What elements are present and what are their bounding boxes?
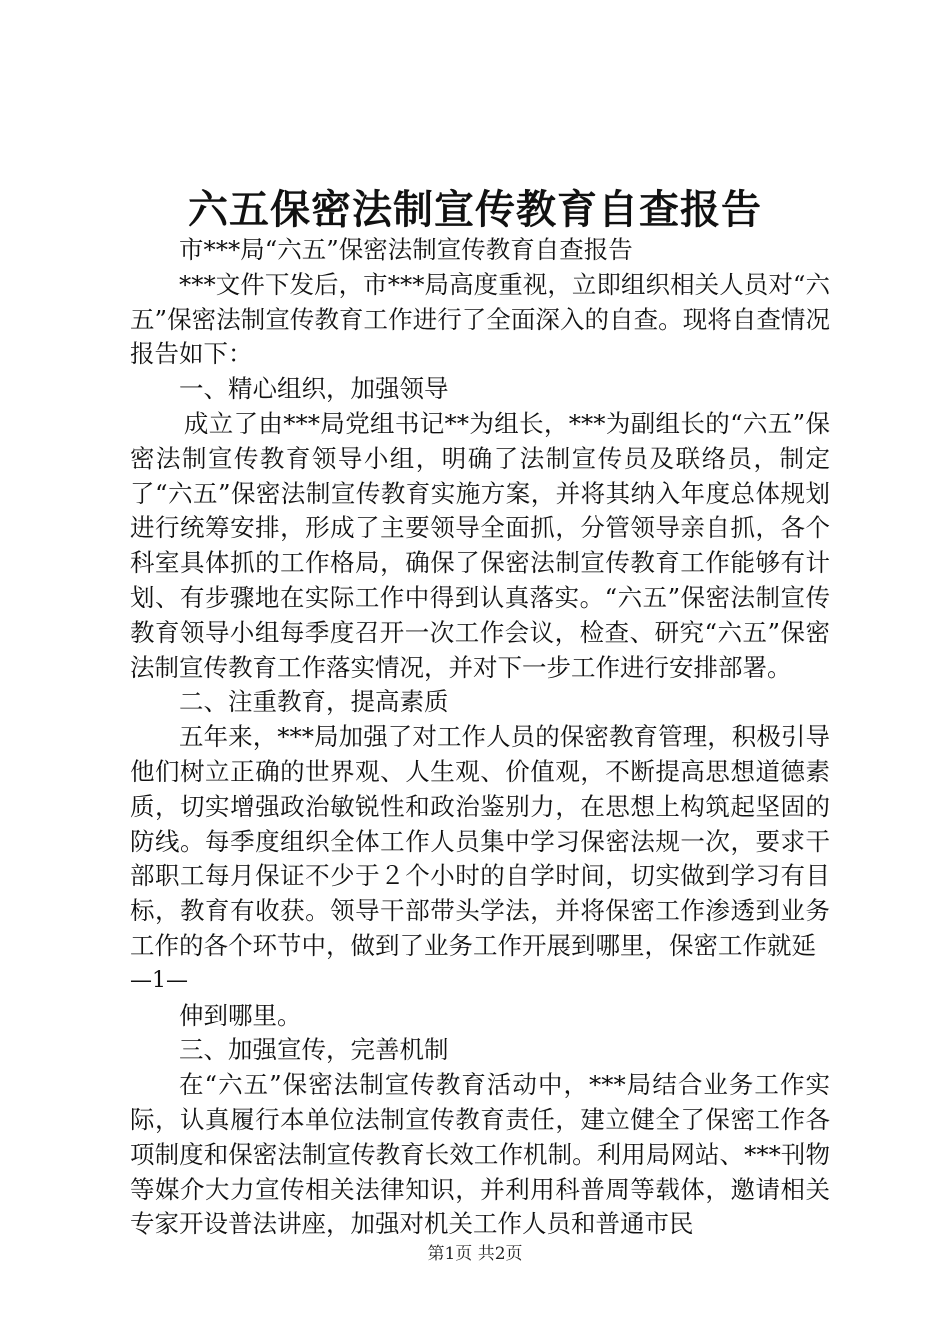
- section-heading-2: 二、注重教育，提高素质: [179, 687, 449, 717]
- report-subtitle: 市***局“六五”保密法制宣传教育自查报告: [179, 235, 633, 264]
- document-title: 六五保密法制宣传教育自查报告: [188, 186, 762, 233]
- section-2-paragraph: 五年来，***局加强了对工作人员的保密教育管理，积极引导他们树立正确的世界观、人生观、价值观，不断提高思想道德素质，切实增强政治敏锐性和政治鉴别力，在思想上构筑起坚固的防线。每季度组织全体工作人员集中学习保密法规一次，要求干部职工每月保证不少于２个小时的自学时间，切实做到学习有目标，教育有收获。领导干部带头学法，并将保密工作渗透到业务工作的各个环节中，做到了业务工作开展到哪里，保密工作就延: [130, 722, 830, 960]
- section-heading-3: 三、加强宣传，完善机制: [179, 1035, 449, 1065]
- page-footer: 第1页 共2页: [427, 1244, 523, 1264]
- continued-text: 伸到哪里。: [179, 1000, 302, 1030]
- section-heading-1: 一、精心组织，加强领导: [179, 374, 449, 404]
- document-body: [130, 233, 830, 1242]
- section-1-paragraph: 成立了由***局党组书记**为组长，***为副组长的“六五”保密法制宣传教育领导小组，明确了法制宣传员及联络员，制定了“六五”保密法制宣传教育实施方案，并将其纳入年度总体规划进行统筹安排，形成了主要领导全面抓，分管领导亲自抓，各个科室具体抓的工作格局，确保了保密法制宣传教育工作能够有计划、有步骤地在实际工作中得到认真落实。“六五”保密法制宣传教育领导小组每季度召开一次工作会议，检查、研究“六五”保密法制宣传教育工作落实情况，并对下一步工作进行安排部署。: [130, 408, 830, 682]
- section-3-paragraph: 在“六五”保密法制宣传教育活动中，***局结合业务工作实际，认真履行本单位法制宣传教育责任，建立健全了保密工作各项制度和保密法制宣传教育长效工作机制。利用局网站、***刊物等媒介大力宣传相关法律知识，并利用科普周等载体，邀请相关专家开设普法讲座，加强对机关工作人员和普通市民: [130, 1070, 830, 1239]
- intro-paragraph: ***文件下发后，市***局高度重视，立即组织相关人员对“六五”保密法制宣传教育工作进行了全面深入的自查。现将自查情况报告如下：: [130, 269, 830, 369]
- page-separator: —1—: [130, 967, 188, 993]
